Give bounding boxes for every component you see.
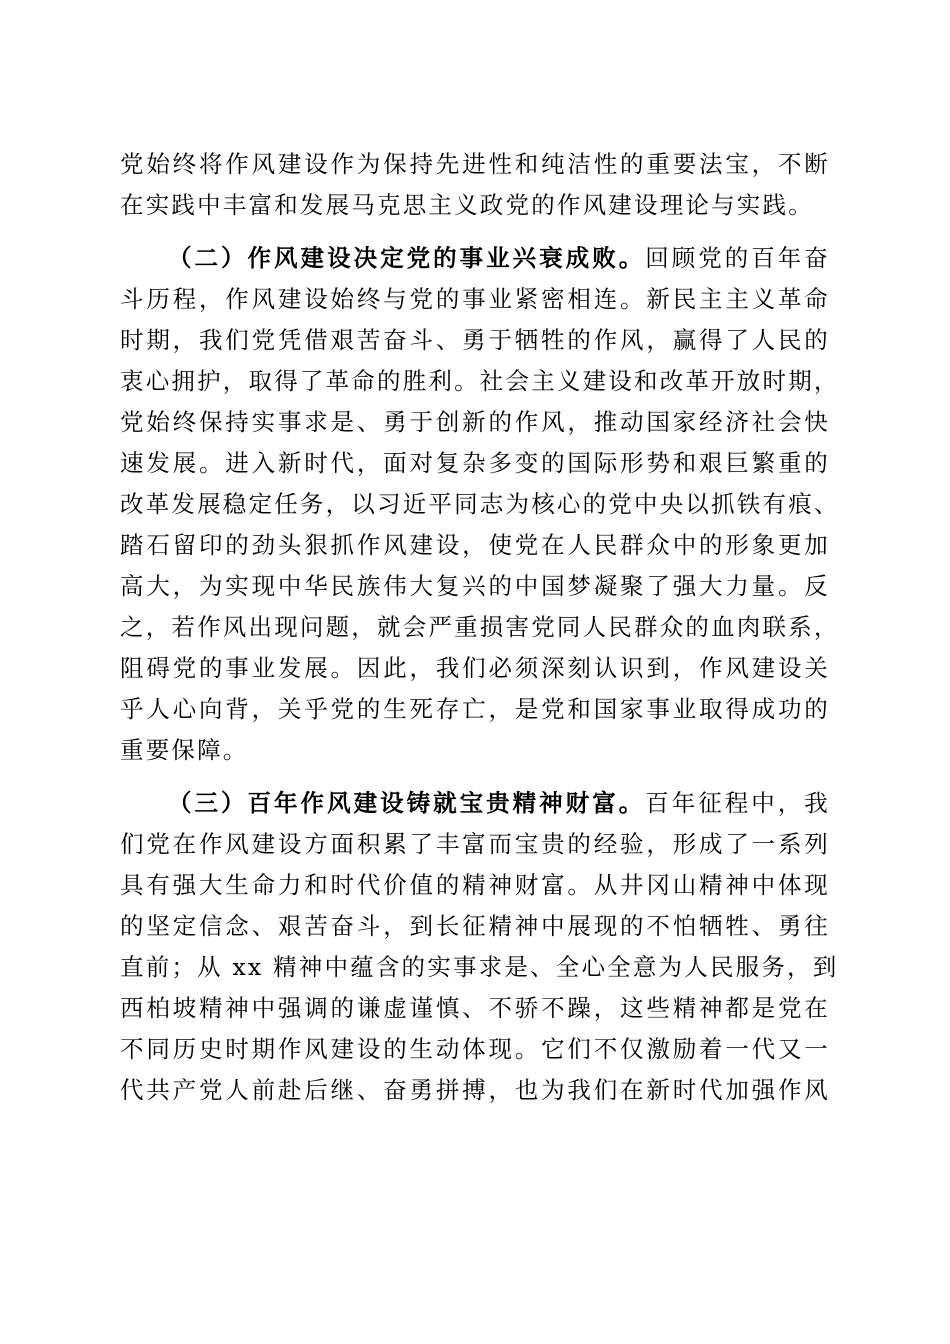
paragraph-2-line-6: 速发展。进入新时代，面对复杂多变的国际形势和艰巨繁重的 — [120, 449, 830, 477]
paragraph-gap — [120, 771, 830, 783]
paragraph-2-line-13: 重要保障。 — [120, 736, 249, 764]
paragraph-2-line-10: 之，若作风出现问题，就会严重损害党同人民群众的血肉联系， — [120, 613, 840, 641]
section-heading-3: （三）百年作风建设铸就宝贵精神财富。 — [168, 789, 646, 817]
document-body — [120, 144, 840, 1111]
paragraph-2-line-4: 衷心拥护，取得了革命的胜利。社会主义建设和改革开放时期， — [120, 367, 840, 395]
section-heading-2: （二）作风建设决定党的事业兴衰成败。 — [168, 244, 646, 272]
paragraph-2-line-7: 改革发展稳定任务，以习近平同志为核心的党中央以抓铁有痕、 — [120, 490, 840, 518]
paragraph-gap — [120, 226, 830, 238]
paragraph-2-line-9: 高大，为实现中华民族伟大复兴的中国梦凝聚了强大力量。反 — [120, 572, 830, 600]
paragraph-3-line-4: 的坚定信念、艰苦奋斗，到长征精神中展现的不怕牺牲、勇往 — [120, 912, 830, 940]
paragraph-2-line-2: 斗历程，作风建设始终与党的事业紧密相连。新民主主义革命 — [120, 285, 830, 313]
paragraph-3-line-3: 具有强大生命力和时代价值的精神财富。从井冈山精神中体现 — [120, 871, 830, 899]
paragraph-3-line-1-text: 百年征程中，我 — [645, 789, 830, 817]
paragraph-1-line-2: 在实践中丰富和发展马克思主义政党的作风建设理论与实践。 — [120, 191, 814, 219]
paragraph-2-line-1-text: 回顾党的百年奋 — [645, 244, 830, 272]
paragraph-3-line-6: 西柏坡精神中强调的谦虚谨慎、不骄不躁，这些精神都是党在 — [120, 994, 830, 1022]
paragraph-2-line-3: 时期，我们党凭借艰苦奋斗、勇于牺牲的作风，赢得了人民的 — [120, 326, 830, 354]
paragraph-3-line-5: 直前；从 xx 精神中蕴含的实事求是、全心全意为人民服务，到 — [120, 953, 839, 981]
paragraph-2-first-line — [120, 238, 830, 279]
paragraph-3-line-8: 代共产党人前赴后继、奋勇拼搏，也为我们在新时代加强作风 — [120, 1076, 830, 1104]
paragraph-2-line-8: 踏石留印的劲头狠抓作风建设，使党在人民群众中的形象更加 — [120, 531, 830, 559]
paragraph-3-line-2: 们党在作风建设方面积累了丰富而宝贵的经验，形成了一系列 — [120, 830, 830, 858]
paragraph-2-line-11: 阻碍党的事业发展。因此，我们必须深刻认识到，作风建设关 — [120, 654, 830, 682]
paragraph-2-line-5: 党始终保持实事求是、勇于创新的作风，推动国家经济社会快 — [120, 408, 830, 436]
paragraph-3-line-7: 不同历史时期作风建设的生动体现。它们不仅激励着一代又一 — [120, 1035, 830, 1063]
paragraph-1-line-1: 党始终将作风建设作为保持先进性和纯洁性的重要法宝，不断 — [120, 150, 830, 178]
paragraph-3-first-line — [120, 783, 830, 824]
paragraph-2-line-12: 乎人心向背，关乎党的生死存亡，是党和国家事业取得成功的 — [120, 695, 830, 723]
